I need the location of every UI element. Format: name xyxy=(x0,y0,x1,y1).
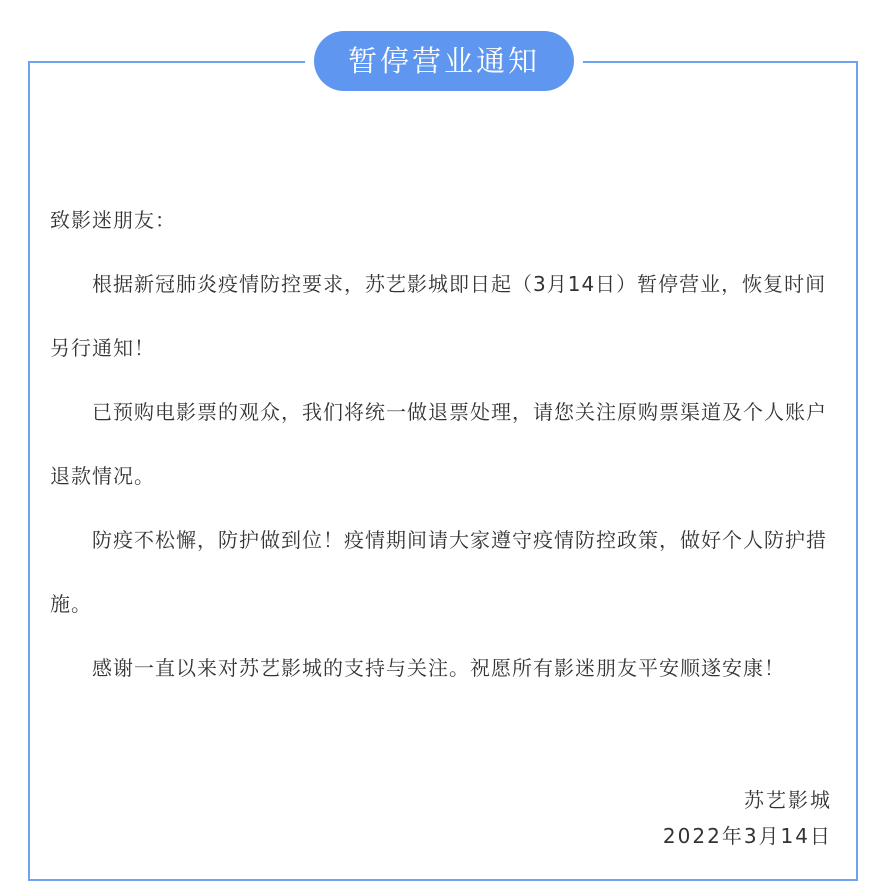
signature-date: 2022年3月14日 xyxy=(662,824,832,848)
signature-block xyxy=(663,782,832,854)
paragraph-refund: 已预购电影票的观众，我们将统一做退票处理，请您关注原购票渠道及个人账户退款情况。 xyxy=(50,400,827,488)
notice-title: 暂停营业通知 xyxy=(314,31,574,91)
paragraph-closure: 根据新冠肺炎疫情防控要求，苏艺影城即日起（3月14日）暂停营业，恢复时间另行通知！ xyxy=(50,272,827,360)
greeting: 致影迷朋友： xyxy=(50,208,176,232)
paragraph-thanks: 感谢一直以来对苏艺影城的支持与关注。祝愿所有影迷朋友平安顺遂安康！ xyxy=(92,656,785,680)
signature-name: 苏艺影城 xyxy=(744,788,832,812)
notice-body xyxy=(50,188,838,700)
paragraph-prevention: 防疫不松懈，防护做到位！疫情期间请大家遵守疫情防控政策，做好个人防护措施。 xyxy=(50,528,827,616)
